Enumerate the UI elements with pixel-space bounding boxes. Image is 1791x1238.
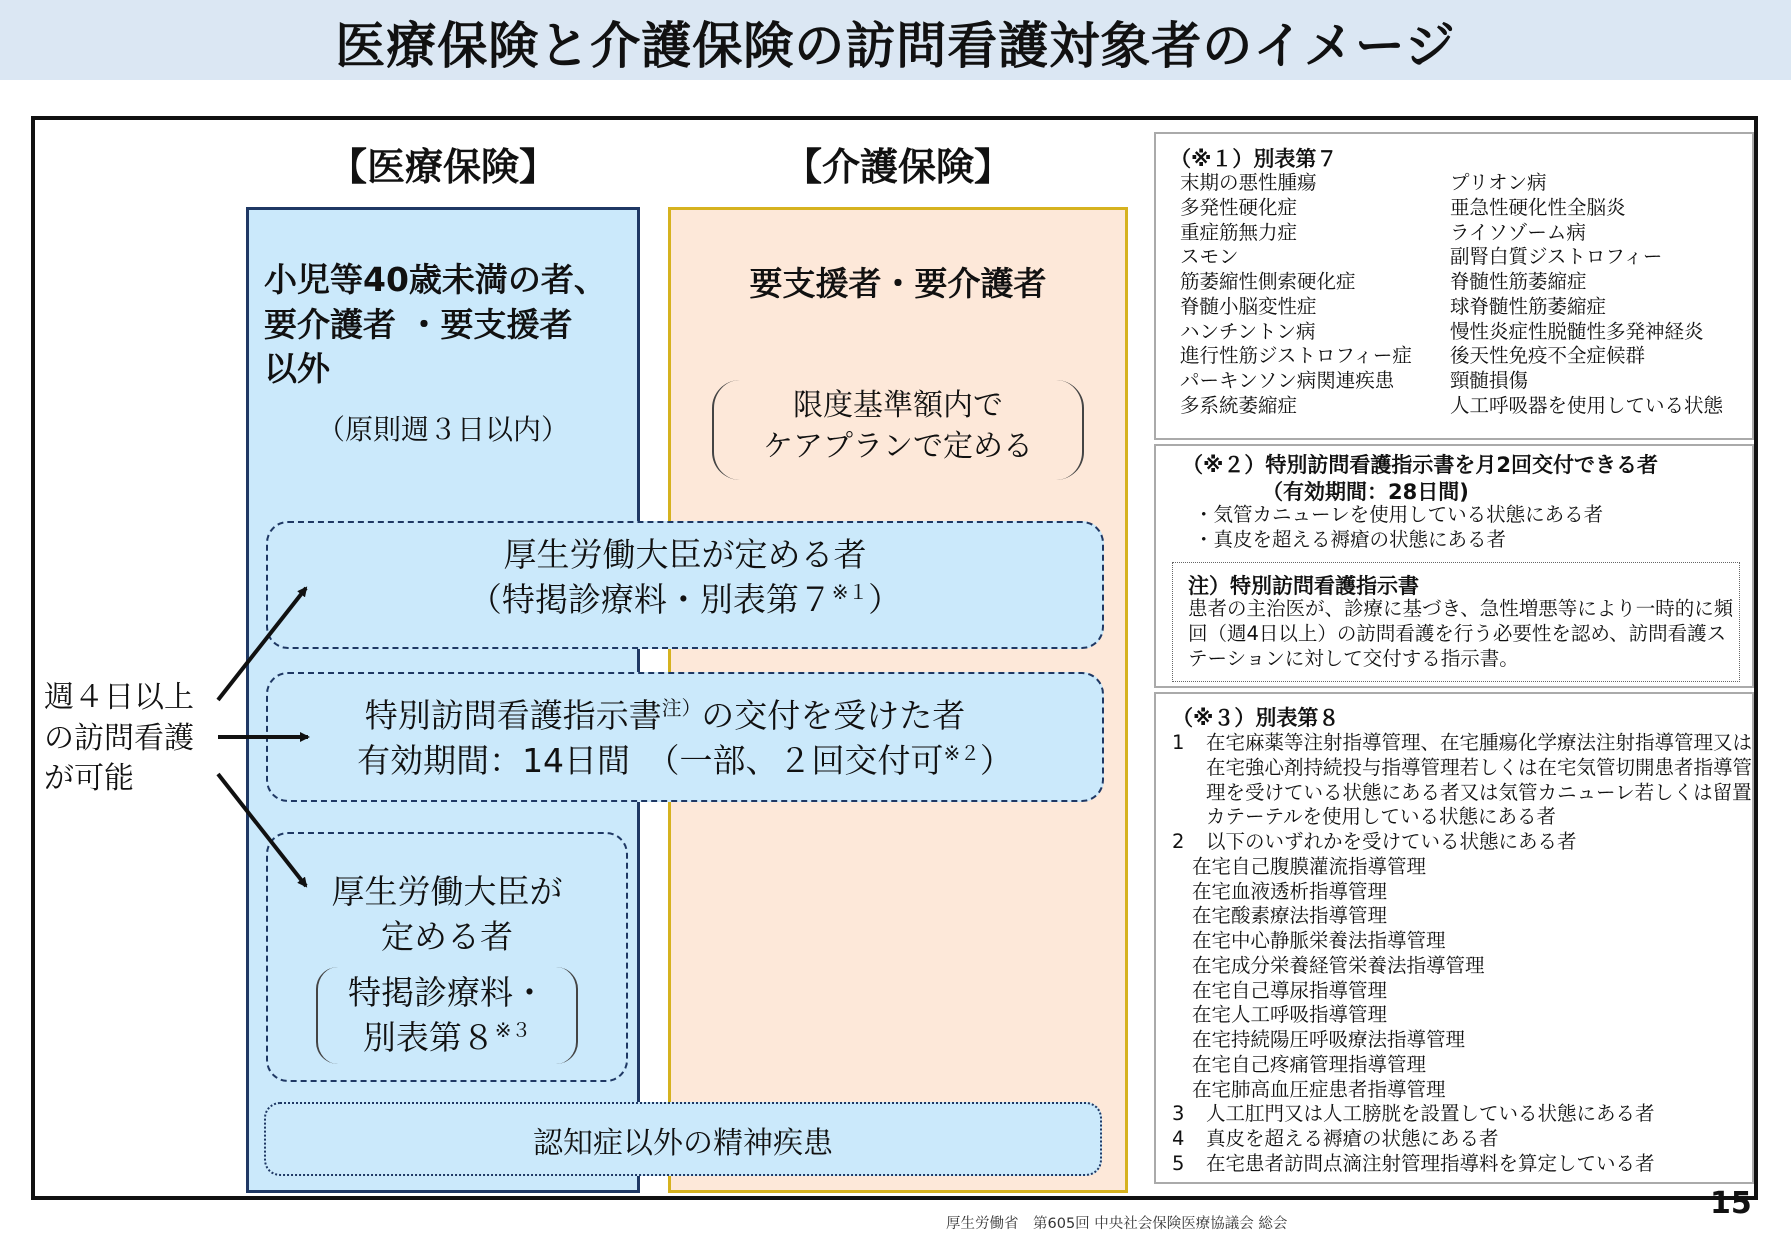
medical-target-line: 小児等40歳未満の者、	[264, 260, 607, 299]
note3-subitem: 在宅持続陽圧呼吸療法指導管理	[1192, 1028, 1466, 1051]
note3-subitem: 在宅中心静脈栄養法指導管理	[1192, 929, 1446, 952]
footer-source: 厚生労働省 第605回 中央社会保険医療協議会 総会	[946, 1216, 1288, 1232]
note1-item: 筋萎縮性側索硬化症	[1180, 270, 1356, 293]
note3-item: 2 以下のいずれかを受けている状態にある者	[1172, 830, 1577, 853]
note1-item: 副腎白質ジストロフィー	[1450, 245, 1663, 269]
box1-line1: 厚生労働大臣が定める者	[503, 535, 867, 574]
left-label-line: が可能	[44, 761, 134, 796]
note1-title: （※１）別表第７	[1170, 147, 1338, 171]
note1-item: 球脊髄性筋萎縮症	[1450, 294, 1607, 318]
note3-subitem: 在宅自己疼痛管理指導管理	[1192, 1052, 1427, 1076]
arrow-to-box3	[218, 774, 306, 886]
left-label-line: の訪問看護	[44, 720, 194, 756]
care-insurance-heading: 【介護保険】	[783, 145, 1012, 189]
note1-item: 重症筋無力症	[1180, 220, 1298, 244]
note3-subitem: 在宅人工呼吸指導管理	[1192, 1003, 1388, 1027]
note1-item: 末期の悪性腫瘍	[1180, 171, 1317, 194]
note1-item: ライソゾーム病	[1450, 220, 1586, 244]
care-limit-line: ケアプランで定める	[763, 428, 1033, 464]
note2-title: （※２）特別訪問看護指示書を月2回交付できる者	[1182, 453, 1659, 477]
note1-item: 亜急性硬化性全脳炎	[1450, 195, 1626, 219]
care-limit-line: 限度基準額内で	[793, 388, 1003, 423]
note1-item: スモン	[1180, 245, 1239, 269]
note1-item: パーキンソン病関連疾患	[1180, 369, 1395, 392]
note3-subitem: 在宅自己腹膜灌流指導管理	[1192, 854, 1427, 878]
note3-subitem: 在宅成分栄養経管栄養法指導管理	[1192, 953, 1485, 977]
box1-line2: （特掲診療料・別表第７$^{※1}$）	[468, 579, 902, 619]
mental-illness-box: 認知症以外の精神疾患	[264, 1102, 1102, 1176]
medical-target-line: 以外	[264, 349, 330, 389]
note1-item: プリオン病	[1450, 171, 1547, 194]
note3-item: 4 真皮を超える褥瘡の状態にある者	[1172, 1127, 1499, 1150]
note2-item: ・気管カニューレを使用している状態にある者	[1194, 503, 1604, 526]
left-label-line: 週４日以上	[44, 680, 194, 715]
page-title: 医療保険と介護保険の訪問看護対象者のイメージ	[335, 17, 1456, 75]
note1-item: 多発性硬化症	[1180, 195, 1298, 219]
note3-subitem: 在宅血液透析指導管理	[1192, 879, 1388, 903]
note1-item: ハンチントン病	[1180, 319, 1316, 343]
medical-target-line: 要介護者 ・要支援者	[264, 304, 573, 344]
box3-sub-line2: 別表第８$^{※3}$	[362, 1017, 532, 1057]
care-target-text: 要支援者・要介護者	[749, 264, 1047, 303]
note1-item: 人工呼吸器を使用している状態	[1450, 393, 1724, 417]
note1-item: 後天性免疫不全症候群	[1450, 344, 1646, 368]
note1-right-list	[1450, 171, 1723, 419]
box3-line1: 厚生労働大臣が	[331, 872, 563, 911]
note2-list	[1194, 503, 1603, 553]
note1-item: 慢性炎症性脱髄性多発神経炎	[1450, 319, 1704, 343]
note3-subitem: 在宅自己導尿指導管理	[1192, 978, 1388, 1002]
note3-item: 5 在宅患者訪問点滴注射管理指導料を算定している者	[1172, 1151, 1655, 1175]
page-number: 15	[1710, 1186, 1752, 1221]
box3-line2: 定める者	[381, 916, 513, 956]
note1-left-list	[1180, 171, 1412, 419]
note2-validity: （有効期間：28日間)	[1262, 480, 1469, 504]
box2-line2: 有効期間：14日間 （一部、２回交付可$^{※2}$）	[357, 740, 1013, 780]
arrow-to-box1	[218, 588, 306, 700]
note1-item: 多系統萎縮症	[1180, 393, 1298, 417]
note3-item: 3 人工肛門又は人工膀胱を設置している状態にある者	[1172, 1102, 1655, 1126]
box3-sub-line1: 特掲診療料・	[348, 973, 546, 1013]
note2-inner-title: 注）特別訪問看護指示書	[1188, 574, 1419, 598]
note1-item: 脊髄小脳変性症	[1180, 294, 1317, 318]
note3-subitem: 在宅肺高血圧症患者指導管理	[1192, 1077, 1446, 1101]
medical-insurance-heading: 【医療保険】	[328, 145, 557, 189]
note1-item: 進行性筋ジストロフィー症	[1180, 344, 1412, 368]
note3-item: 1 在宅麻薬等注射指導管理、在宅腫瘍化学療法注射指導管理又は在宅強心剤持続投与指導管理若しくは在宅気管切開患者指導管理を受けている状態にある者又は気管カニューレ若しくは留置カテーテルを使用している状態にある者	[1172, 731, 1753, 829]
box2-line1: 特別訪問看護指示書$^{注)}$の交付を受けた者	[364, 696, 966, 735]
note1-item: 脊髄性筋萎縮症	[1450, 270, 1587, 293]
note2-item: ・真皮を超える褥瘡の状態にある者	[1194, 527, 1507, 551]
note2-inner-text: 患者の主治医が、診療に基づき、急性増悪等により一時的に頻回（週4日以上）の訪問看護を行う必要性を認め、訪問看護ステーションに対して交付する指示書。	[1188, 597, 1734, 670]
note3-list	[1172, 731, 1752, 1177]
medical-rule-text: （原則週３日以内）	[316, 413, 569, 446]
note3-title: （※３）別表第８	[1172, 706, 1340, 730]
note3-subitem: 在宅酸素療法指導管理	[1192, 904, 1388, 928]
note1-item: 頸髄損傷	[1450, 369, 1529, 392]
